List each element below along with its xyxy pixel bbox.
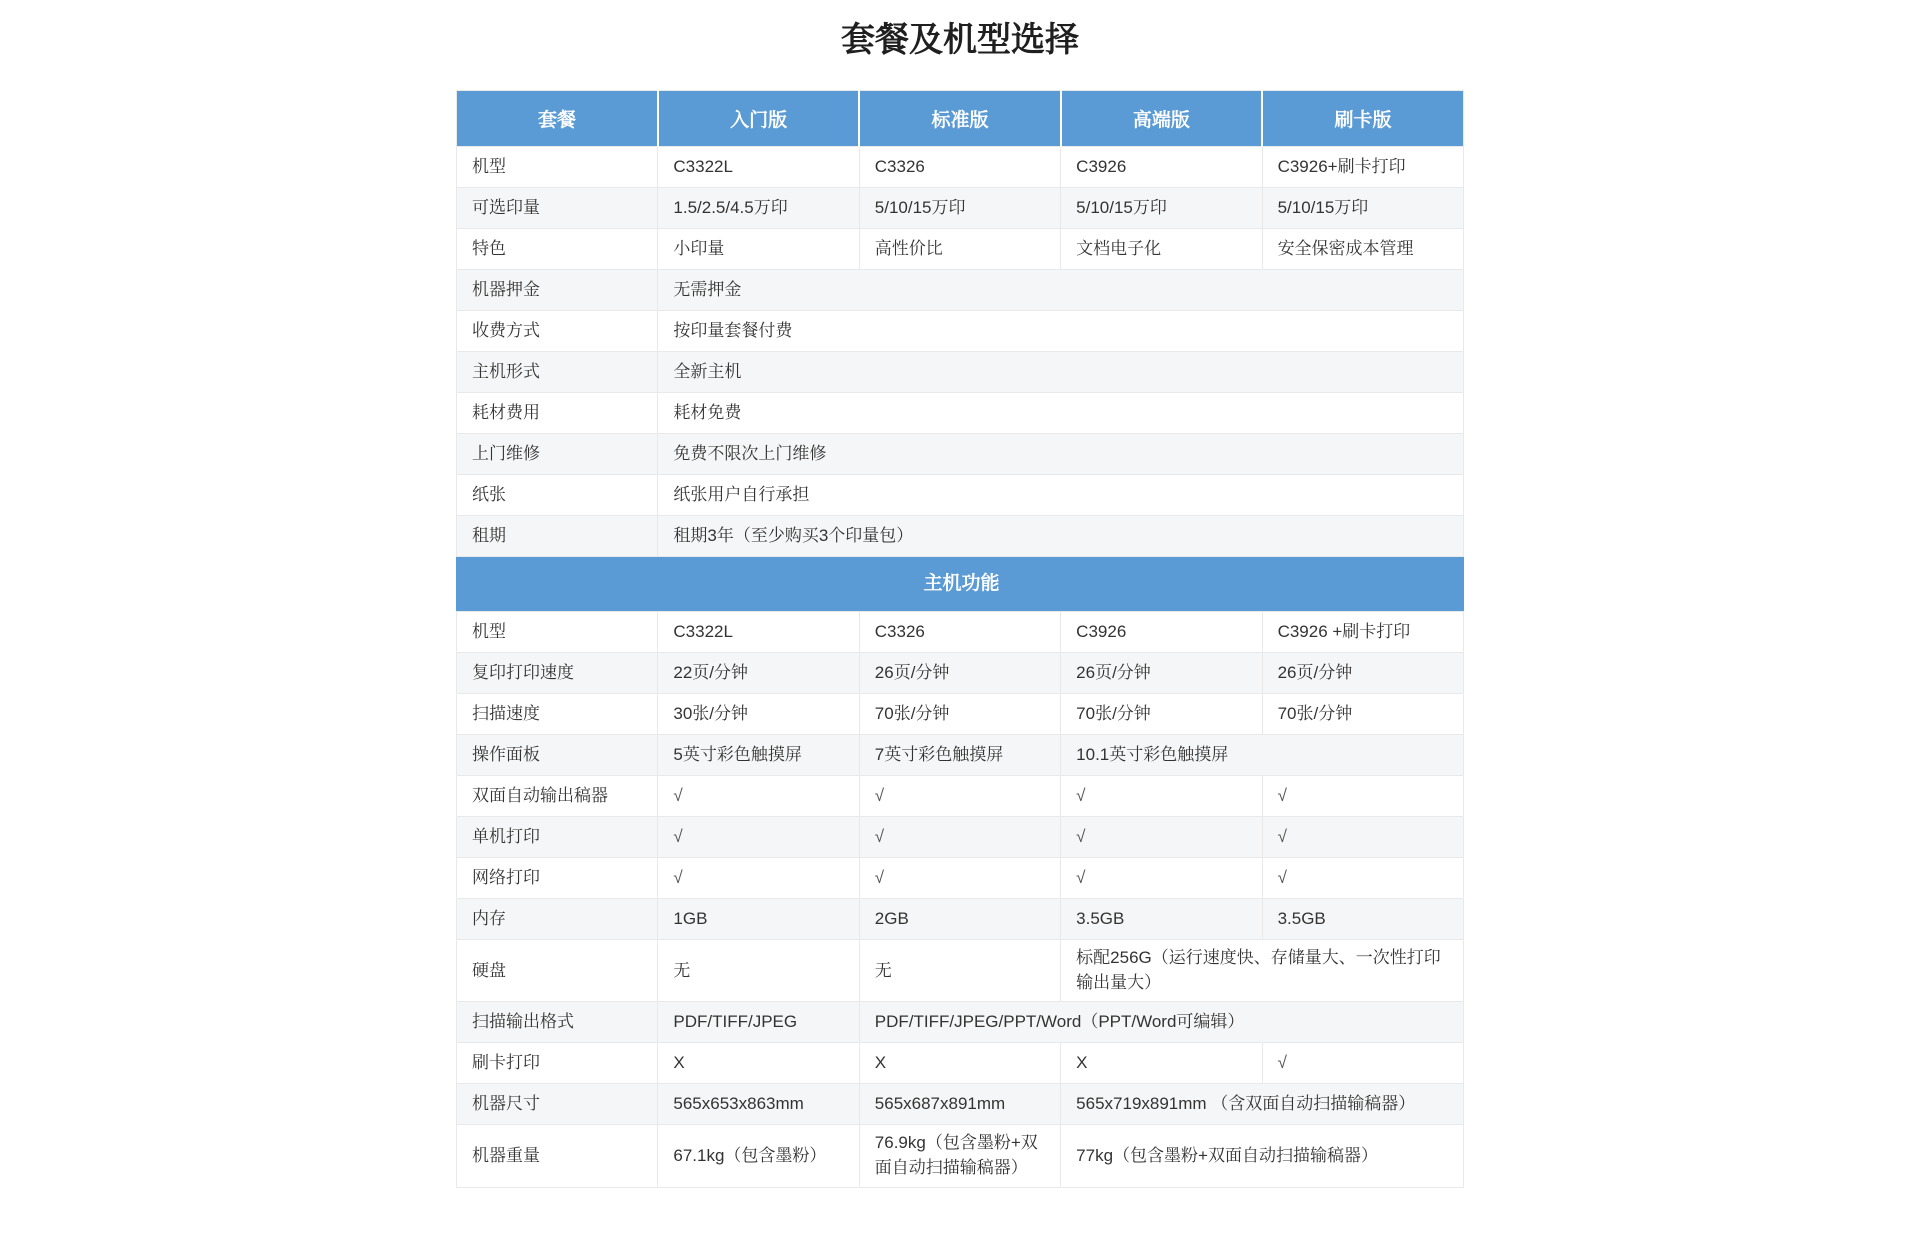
table-row [457, 516, 1464, 557]
table-row [457, 776, 1464, 817]
table-cell-span: 按印量套餐付费 [658, 311, 1464, 352]
table-row [457, 311, 1464, 352]
table-cell: 565x653x863mm [658, 1084, 859, 1125]
row-label: 扫描速度 [457, 694, 658, 735]
table-cell: 3.5GB [1061, 899, 1262, 940]
table-cell: 1GB [658, 899, 859, 940]
check-cell: √ [1262, 1043, 1463, 1084]
table-cell: 小印量 [658, 229, 859, 270]
table-cell: 5英寸彩色触摸屏 [658, 735, 859, 776]
check-cell: √ [1061, 817, 1262, 858]
check-cell: √ [859, 858, 1060, 899]
row-label: 收费方式 [457, 311, 658, 352]
table-cell-span: 标配256G（运行速度快、存储量大、一次性打印输出量大） [1061, 940, 1464, 1002]
table-cell: 70张/分钟 [1061, 694, 1262, 735]
table-cell: C3926 [1061, 612, 1262, 653]
table-row [457, 817, 1464, 858]
header-row [457, 91, 1464, 147]
table-cell: C3322L [658, 612, 859, 653]
row-label: 硬盘 [457, 940, 658, 1002]
table-cell-span: 耗材免费 [658, 393, 1464, 434]
row-label: 纸张 [457, 475, 658, 516]
table-cell-span: 全新主机 [658, 352, 1464, 393]
table-cell-span: 565x719x891mm （含双面自动扫描输稿器） [1061, 1084, 1464, 1125]
check-cell: √ [1262, 817, 1463, 858]
section-header-row [457, 557, 1464, 612]
table-cell: 3.5GB [1262, 899, 1463, 940]
row-label: 双面自动输出稿器 [457, 776, 658, 817]
table-cell: 7英寸彩色触摸屏 [859, 735, 1060, 776]
check-cell: √ [1262, 858, 1463, 899]
table-row [457, 694, 1464, 735]
check-cell: √ [1061, 858, 1262, 899]
table-cell: 安全保密成本管理 [1262, 229, 1463, 270]
table-row [457, 1125, 1464, 1187]
table-cell: C3326 [859, 147, 1060, 188]
feature-section [457, 612, 1464, 1188]
row-label: 复印打印速度 [457, 653, 658, 694]
row-label: 网络打印 [457, 858, 658, 899]
table-row [457, 1043, 1464, 1084]
row-label: 机器重量 [457, 1125, 658, 1187]
package-spec-table [456, 90, 1464, 1188]
check-cell: √ [859, 776, 1060, 817]
row-label: 机型 [457, 612, 658, 653]
check-cell: √ [1262, 776, 1463, 817]
table-cell: X [1061, 1043, 1262, 1084]
check-cell: √ [658, 817, 859, 858]
table-cell: 70张/分钟 [859, 694, 1060, 735]
row-label: 机型 [457, 147, 658, 188]
table-cell: C3926 [1061, 147, 1262, 188]
table-row [457, 653, 1464, 694]
table-row [457, 899, 1464, 940]
table-cell: 565x687x891mm [859, 1084, 1060, 1125]
table-cell: 1.5/2.5/4.5万印 [658, 188, 859, 229]
table-row [457, 475, 1464, 516]
table-cell-span: 免费不限次上门维修 [658, 434, 1464, 475]
row-label: 上门维修 [457, 434, 658, 475]
table-cell: 文档电子化 [1061, 229, 1262, 270]
table-cell-span: 10.1英寸彩色触摸屏 [1061, 735, 1464, 776]
table-cell: 无 [658, 940, 859, 1002]
column-header-entry: 入门版 [658, 91, 859, 147]
table-cell: 5/10/15万印 [859, 188, 1060, 229]
table-cell: 70张/分钟 [1262, 694, 1463, 735]
check-cell: √ [658, 776, 859, 817]
row-label: 耗材费用 [457, 393, 658, 434]
table-row [457, 147, 1464, 188]
table-cell: 5/10/15万印 [1061, 188, 1262, 229]
table-cell: 高性价比 [859, 229, 1060, 270]
table-cell-span: 无需押金 [658, 270, 1464, 311]
table-cell-span: PDF/TIFF/JPEG/PPT/Word（PPT/Word可编辑） [859, 1002, 1463, 1043]
table-cell: 26页/分钟 [1262, 653, 1463, 694]
section-header-title: 主机功能 [457, 557, 1464, 612]
table-cell-span: 77kg（包含墨粉+双面自动扫描输稿器） [1061, 1125, 1464, 1187]
check-cell: √ [658, 858, 859, 899]
check-cell: √ [859, 817, 1060, 858]
table-row [457, 612, 1464, 653]
table-row [457, 940, 1464, 1002]
table-cell: X [658, 1043, 859, 1084]
row-label: 主机形式 [457, 352, 658, 393]
table-cell: 22页/分钟 [658, 653, 859, 694]
row-label: 可选印量 [457, 188, 658, 229]
table-row [457, 434, 1464, 475]
table-cell: 26页/分钟 [859, 653, 1060, 694]
row-label: 刷卡打印 [457, 1043, 658, 1084]
table-row [457, 352, 1464, 393]
column-header-highend: 高端版 [1061, 91, 1262, 147]
row-label: 单机打印 [457, 817, 658, 858]
row-label: 机器尺寸 [457, 1084, 658, 1125]
row-label: 特色 [457, 229, 658, 270]
table-row [457, 858, 1464, 899]
table-row [457, 735, 1464, 776]
table-cell: 26页/分钟 [1061, 653, 1262, 694]
page-title: 套餐及机型选择 [841, 21, 1079, 59]
row-label: 操作面板 [457, 735, 658, 776]
row-label: 内存 [457, 899, 658, 940]
table-row [457, 1002, 1464, 1043]
table-cell: 2GB [859, 899, 1060, 940]
table-cell: C3326 [859, 612, 1060, 653]
section-band [457, 557, 1464, 612]
row-label: 机器押金 [457, 270, 658, 311]
table-cell: PDF/TIFF/JPEG [658, 1002, 859, 1043]
table-cell: 76.9kg（包含墨粉+双面自动扫描输稿器） [859, 1125, 1060, 1187]
column-header-card: 刷卡版 [1262, 91, 1463, 147]
table-cell: 30张/分钟 [658, 694, 859, 735]
table-cell-span: 纸张用户自行承担 [658, 475, 1464, 516]
column-header-standard: 标准版 [859, 91, 1060, 147]
table-cell: C3926 +刷卡打印 [1262, 612, 1463, 653]
table-row [457, 188, 1464, 229]
table-row [457, 393, 1464, 434]
column-header-package: 套餐 [457, 91, 658, 147]
row-label: 扫描输出格式 [457, 1002, 658, 1043]
row-label: 租期 [457, 516, 658, 557]
table-cell: 5/10/15万印 [1262, 188, 1463, 229]
table-header [457, 91, 1464, 147]
table-cell: 67.1kg（包含墨粉） [658, 1125, 859, 1187]
table-cell-span: 租期3年（至少购买3个印量包） [658, 516, 1464, 557]
package-section [457, 147, 1464, 557]
table-cell: 无 [859, 940, 1060, 1002]
table-row [457, 229, 1464, 270]
check-cell: √ [1061, 776, 1262, 817]
table-cell: C3926+刷卡打印 [1262, 147, 1463, 188]
table-cell: X [859, 1043, 1060, 1084]
table-cell: C3322L [658, 147, 859, 188]
table-row [457, 1084, 1464, 1125]
table-row [457, 270, 1464, 311]
